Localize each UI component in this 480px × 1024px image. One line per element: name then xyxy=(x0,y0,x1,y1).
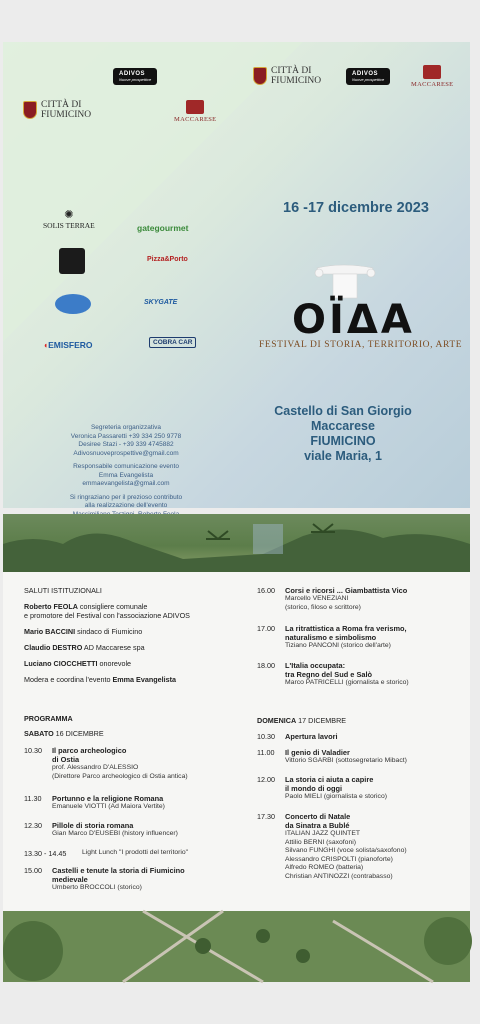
program-title: Apertura lavori xyxy=(285,732,338,741)
program-time: 10.30 xyxy=(257,732,275,741)
saluti-section: SALUTI ISTITUZIONALI Roberto FEOLA consigliere comunale e promotore del Festival con l'associazione ADIVOS Mario BACCINI sindaco di Fiumicino Claudio DESTRO AD Maccarese spa Luciano CIOCCHETTI onorevole Modera e coordina l'evento Emma Evangelista xyxy=(24,586,244,684)
venue-block xyxy=(273,404,413,464)
city-name: FIUMICINO xyxy=(41,110,92,120)
sponsor-emisfero: ◖EMISFERO xyxy=(43,340,93,350)
sabato-program-left xyxy=(24,746,249,911)
festival-subtitle: FESTIVAL DI STORIA, TERRITORIO, ARTE xyxy=(259,340,463,350)
program-time: 17.30 xyxy=(257,812,275,821)
program-title: da Sinatra a Bublé xyxy=(285,821,350,830)
sabato-program-right xyxy=(257,586,467,706)
program-title: Il genio di Valadier xyxy=(285,748,350,757)
program-description: ITALIAN JAZZ QUINTET xyxy=(285,830,361,837)
program-title: Portunno e la religione Romana xyxy=(52,794,164,803)
program-time: 12.30 xyxy=(24,821,42,830)
city-label: CITTÀ DI xyxy=(271,66,312,76)
sponsor-pizza-porto: Pizza&Porto xyxy=(147,256,188,263)
program-title: tra Regno del Sud e Salò xyxy=(285,670,373,679)
garden-photo-bottom xyxy=(3,911,470,982)
programma-heading: PROGRAMMA xyxy=(24,714,73,723)
program-title: La storia ci aiuta a capire xyxy=(285,775,374,784)
program-panel xyxy=(3,514,470,982)
secretariat-info: Segreteria organizzativa Veronica Passaretti +39 334 250 9778 Desiree Stazi - +39 339 4745882 Adivosnuoveprospettive@gmail.com Responsabile comunicazione evento Emma Evangelista emmaevangelista@gmail.com Si ringraziano per il prezioso contributo alla realizzazione dell'evento xyxy=(69,424,183,509)
program-description: Silvano FUNGHI (voce solista/saxofono) xyxy=(285,847,407,855)
program-time: 11.00 xyxy=(257,748,275,757)
maccarese-logo-right: MACCARESE xyxy=(411,65,453,88)
venue-line: Maccarese xyxy=(311,419,375,433)
program-description: Light Lunch "I prodotti del territorio" xyxy=(82,849,189,856)
sponsor-sunday-project-icon xyxy=(55,294,91,314)
program-title: Il parco archeologico xyxy=(52,746,127,755)
garden-photo-top xyxy=(3,514,470,572)
program-title: Concerto di Natale xyxy=(285,812,351,821)
program-title: di Ostia xyxy=(52,755,80,764)
program-title: naturalismo e simbolismo xyxy=(285,633,377,642)
city-label: CITTÀ DI xyxy=(41,100,82,110)
sponsor-cobra-car: COBRA CAR xyxy=(149,337,196,348)
program-title: il mondo di oggi xyxy=(285,784,343,793)
maccarese-icon xyxy=(423,65,441,79)
venue-line: Castello di San Giorgio xyxy=(274,404,412,418)
sponsor-solis-terrae: ✺ SOLIS TERRAE xyxy=(43,209,95,230)
saluti-heading: SALUTI ISTITUZIONALI xyxy=(24,586,102,595)
program-description: Alessandro CRISPOLTI (pianoforte) xyxy=(285,855,393,863)
program-description: Paolo MIELI (giornalista e storico) xyxy=(285,793,387,800)
star-icon: ✺ xyxy=(64,209,74,221)
venue-line: FIUMICINO xyxy=(310,434,376,448)
program-time: 10.30 xyxy=(24,746,42,755)
crest-icon xyxy=(253,67,267,85)
program-description: Christian ANTINOZZI (contrabasso) xyxy=(285,873,393,880)
festival-logo-text: OÏΔA xyxy=(292,297,415,343)
program-description: Attilio BERNI (saxofoni) xyxy=(285,838,357,846)
sponsor-gategourmet: gategourmet xyxy=(137,223,189,233)
program-time: 13.30 - 14.45 xyxy=(24,849,67,858)
domenica-heading: DOMENICA 17 DICEMBRE xyxy=(257,716,347,725)
sponsor-badge-icon xyxy=(59,248,85,274)
program-description: (storico, filoso e scrittore) xyxy=(285,603,361,611)
sabato-heading: SABATO 16 DICEMBRE xyxy=(24,729,104,738)
program-title: Corsi e ricorsi ... Giambattista Vico xyxy=(285,586,408,595)
program-time: 11.30 xyxy=(24,794,42,803)
program-description: Gian Marco D'EUSEBI (history influencer) xyxy=(52,830,178,837)
cover-light-triangle xyxy=(3,42,303,342)
program-description: Alfredo ROMEO (batteria) xyxy=(285,864,364,872)
program-description: Tiziano PANCONI (storico dell'arte) xyxy=(285,642,391,649)
program-title: Pillole di storia romana xyxy=(52,821,134,830)
program-description: Emanuele VIOTTI (Ad Maiora Vertite) xyxy=(52,803,165,810)
venue-line: viale Maria, 1 xyxy=(304,449,382,463)
crest-icon xyxy=(23,101,37,119)
program-description: Vittorio SGARBI (sottosegretario Mibact) xyxy=(285,757,407,764)
comune-fiumicino-logo-left xyxy=(23,100,91,120)
program-description: Umberto BROCCOLI (storico) xyxy=(52,884,142,891)
program-title: L'Italia occupata: xyxy=(285,661,346,670)
program-description: prof. Alessandro D'ALESSIO xyxy=(52,764,139,771)
program-time: 12.00 xyxy=(257,775,275,784)
maccarese-icon xyxy=(186,100,204,114)
maccarese-logo-left: MACCARESE xyxy=(174,100,216,123)
program-title: La ritrattistica a Roma fra verismo, xyxy=(285,624,407,633)
program-description: (Direttore Parco archeologico di Ostia antica) xyxy=(52,772,188,780)
program-time: 17.00 xyxy=(257,624,275,633)
comune-fiumicino-logo-right xyxy=(253,66,321,86)
program-time: 15.00 xyxy=(24,866,42,875)
adivos-logo-right: ADIVOS Nuove prospettive xyxy=(346,68,390,85)
event-dates: 16 -17 dicembre 2023 xyxy=(283,200,429,216)
program-title: Castelli e tenute la storia di Fiumicino xyxy=(52,866,185,875)
program-time: 16.00 xyxy=(257,586,275,595)
sponsor-skygate: SKYGATE xyxy=(144,299,178,306)
adivos-logo-left: ADIVOS Nuove prospettive xyxy=(113,68,157,85)
city-name: FIUMICINO xyxy=(271,76,322,86)
domenica-program xyxy=(257,732,467,912)
program-description: Marco PATRICELLI (giornalista e storico) xyxy=(285,679,409,686)
program-description: Marcello VENEZIANI xyxy=(285,595,349,602)
program-title: medievale xyxy=(52,875,88,884)
program-time: 18.00 xyxy=(257,661,275,670)
festival-cover xyxy=(3,42,470,508)
